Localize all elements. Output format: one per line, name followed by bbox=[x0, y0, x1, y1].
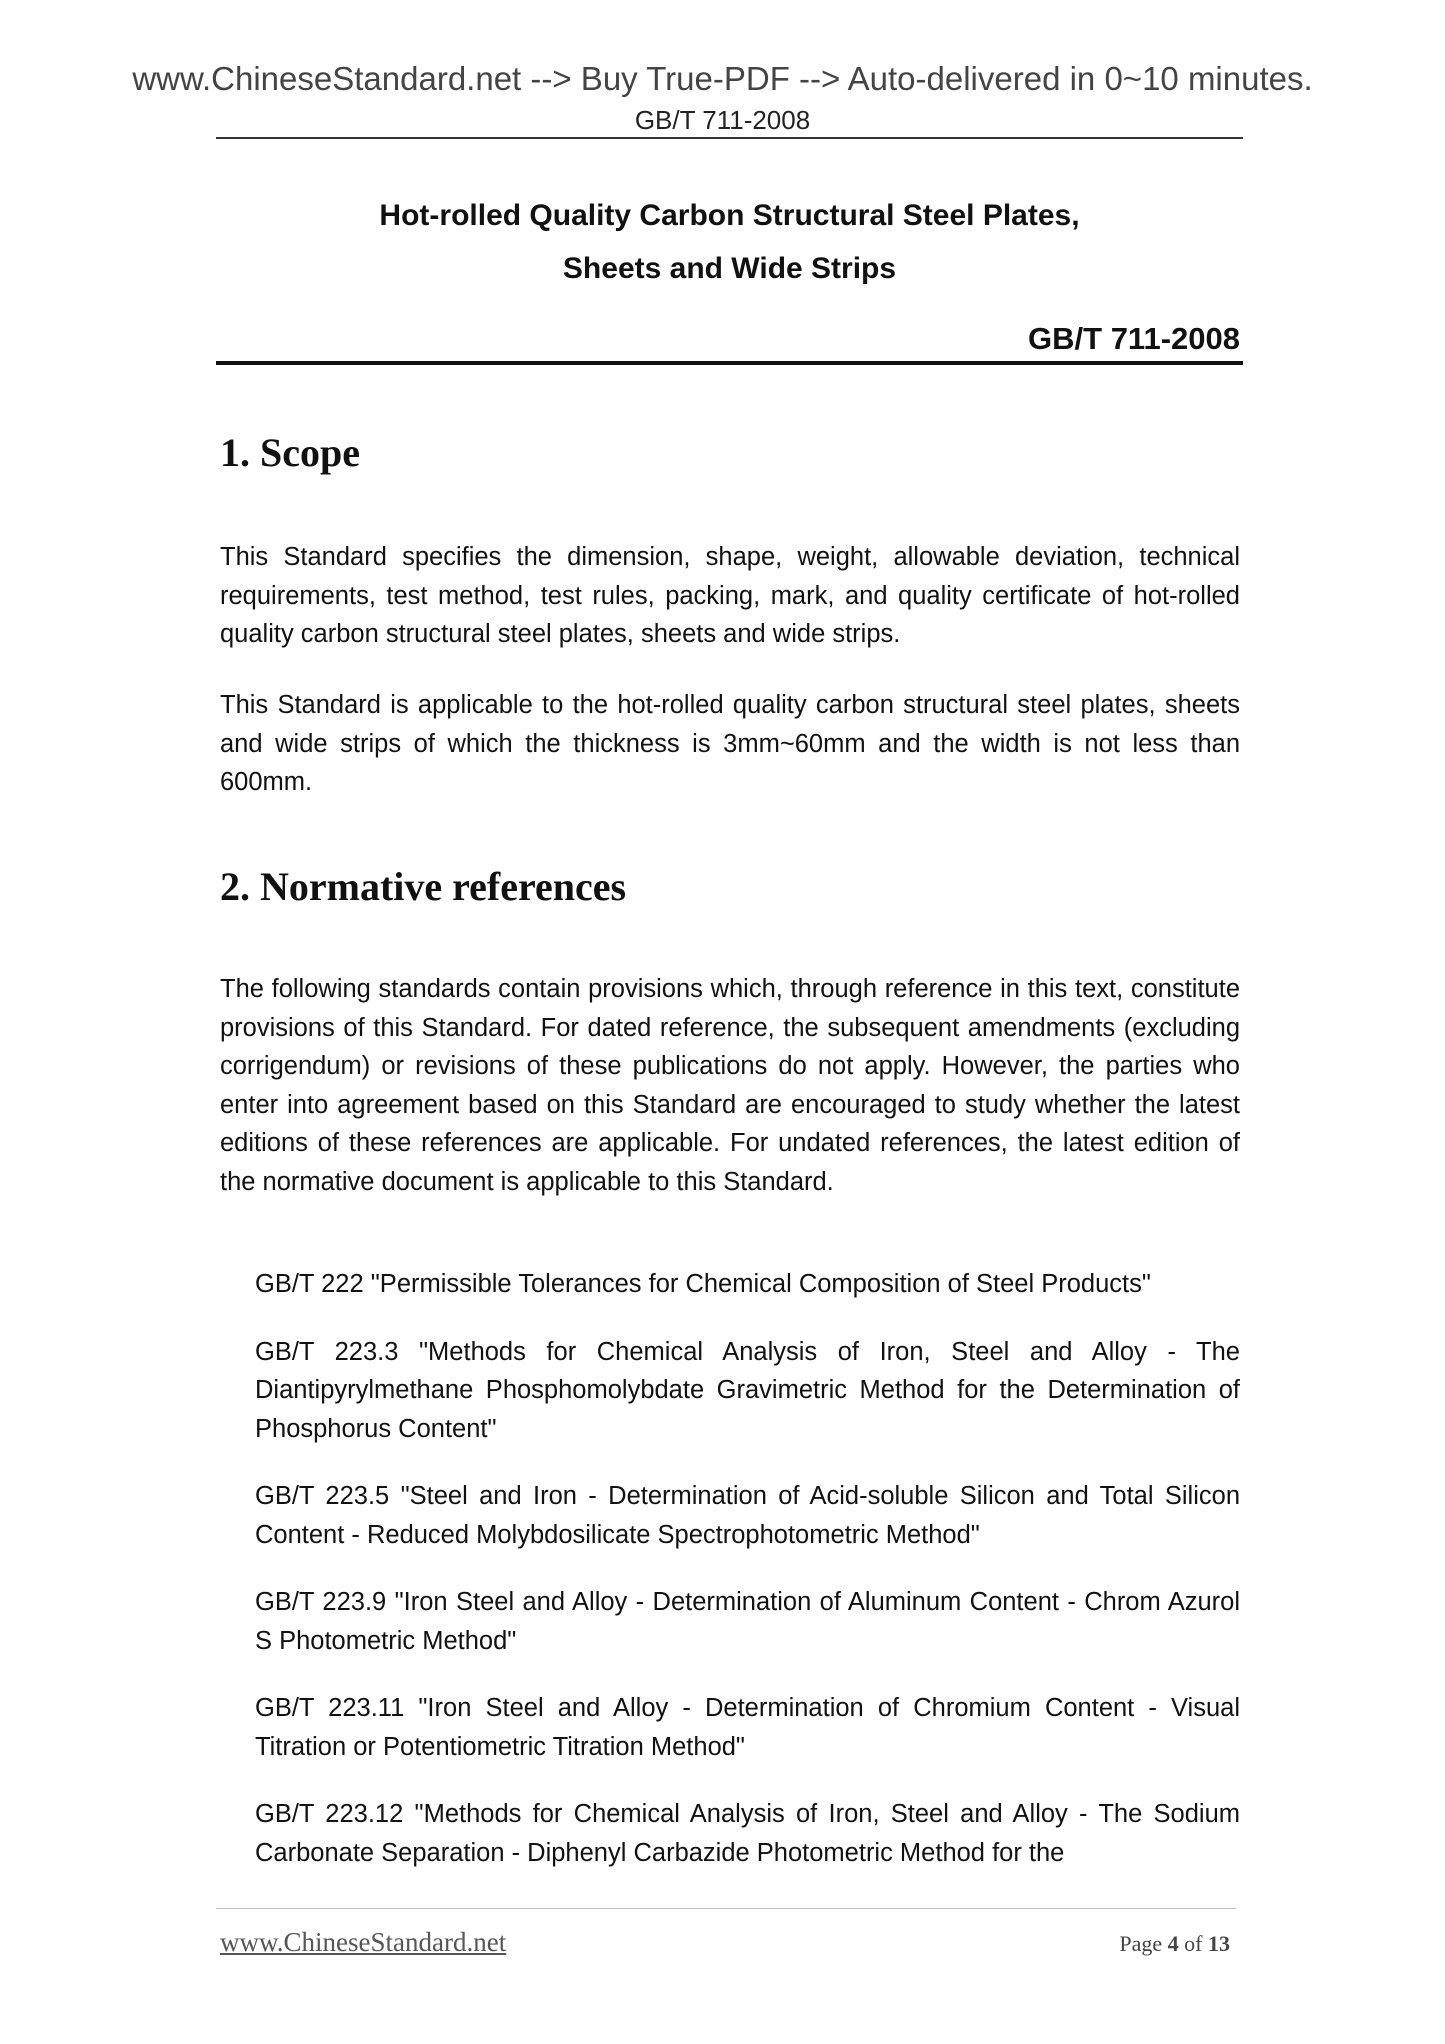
scope-paragraph-2: This Standard is applicable to the hot-rolled quality carbon structural steel plates, sheets and wide strips of which the thickness is 3mm~60mm and the width is not less than 600mm. bbox=[220, 691, 1240, 796]
title-divider bbox=[216, 361, 1243, 365]
current-page-number: 4 bbox=[1167, 1931, 1179, 1956]
header-divider bbox=[216, 137, 1243, 139]
reference-item: GB/T 223.3 "Methods for Chemical Analysis of Iron, Steel and Alloy - The Diantipyrylmethane Phosphomolybdate Gravimetric Method for the Determination of Phosphorus Content" bbox=[255, 1337, 1240, 1443]
reference-item: GB/T 223.12 "Methods for Chemical Analysis of Iron, Steel and Alloy - The Sodium Carbonate Separation - Diphenyl Carbazide Photometric Method for the bbox=[255, 1800, 1240, 1867]
scope-paragraph-1: This Standard specifies the dimension, shape, weight, allowable deviation, technical requirements, test method, test rules, packing, mark, and quality certificate of hot-rolled quality carbon structural steel plates, sheets and wide strips. bbox=[220, 543, 1240, 648]
section-heading-scope: 1. Scope bbox=[220, 430, 360, 475]
reference-item: GB/T 223.9 "Iron Steel and Alloy - Determination of Aluminum Content - Chrom Azurol S Photometric Method" bbox=[255, 1588, 1240, 1655]
reference-item: GB/T 223.5 "Steel and Iron - Determination of Acid-soluble Silicon and Total Silicon Content - Reduced Molybdosilicate Spectrophotometric Method" bbox=[255, 1482, 1240, 1549]
footer-divider bbox=[216, 1908, 1236, 1909]
document-title bbox=[216, 189, 1243, 295]
section-heading-normative-references: 2. Normative references bbox=[220, 864, 627, 909]
normative-references-intro: The following standards contain provisions which, through reference in this text, constitute provisions of this Standard. For dated reference, the subsequent amendments (excluding corrigendum) or revisions of these publications do not apply. However, the parties who enter into agreement based on this Standard are encouraged to study whether the latest editions of these references are applicable. For undated references, the latest edition of the normative document is applicable to this Standard. bbox=[220, 975, 1240, 1196]
top-banner[interactable]: www.ChineseStandard.net --> Buy True-PDF --> Auto-delivered in 0~10 minutes. bbox=[132, 60, 1313, 97]
reference-item: GB/T 223.11 "Iron Steel and Alloy - Determination of Chromium Content - Visual Titration or Potentiometric Titration Method" bbox=[255, 1694, 1240, 1761]
document-title-line-1: Hot-rolled Quality Carbon Structural Steel Plates, bbox=[379, 199, 1080, 232]
footer-website-link[interactable]: www.ChineseStandard.net bbox=[220, 1927, 507, 1957]
document-title-line-2: Sheets and Wide Strips bbox=[562, 252, 897, 285]
of-label: of bbox=[1184, 1931, 1203, 1956]
reference-item: GB/T 222 "Permissible Tolerances for Chemical Composition of Steel Products" bbox=[255, 1270, 1151, 1298]
total-pages: 13 bbox=[1208, 1931, 1230, 1956]
reference-list bbox=[255, 1265, 1240, 1901]
title-standard-code: GB/T 711-2008 bbox=[1028, 321, 1240, 356]
header-standard-code: GB/T 711-2008 bbox=[634, 105, 811, 135]
page-indicator bbox=[1119, 1929, 1230, 1959]
page-label: Page bbox=[1119, 1931, 1163, 1956]
